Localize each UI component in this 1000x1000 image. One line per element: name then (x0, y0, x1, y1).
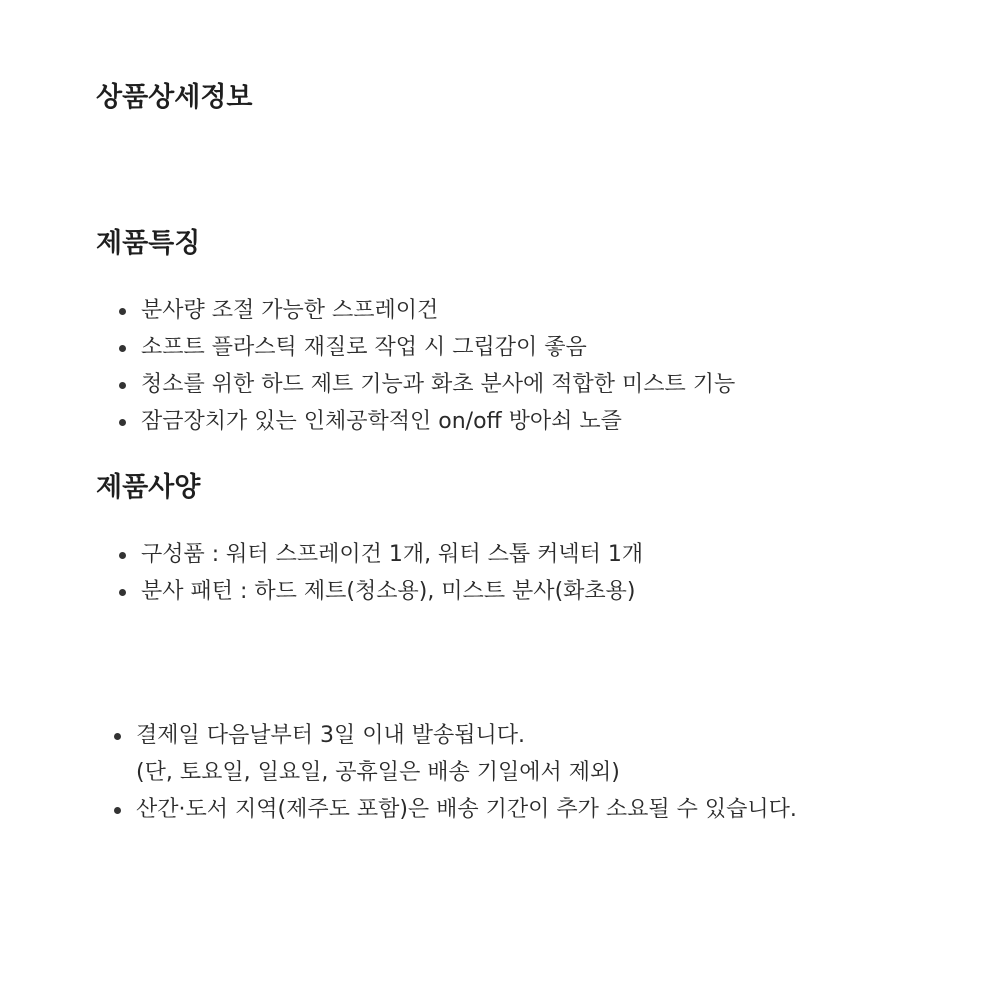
bullet-icon (119, 552, 126, 559)
notice-text: 결제일 다음날부터 3일 이내 발송됩니다. (136, 723, 525, 748)
notice-text: 산간·도서 지역(제주도 포함)은 배송 기간이 추가 소요될 수 있습니다. (136, 797, 797, 822)
spec-text: 구성품 : 워터 스프레이건 1개, 워터 스톱 커넥터 1개 (141, 542, 644, 567)
features-list (141, 292, 735, 440)
bullet-icon (119, 382, 126, 389)
page-title: 상품상세정보 (96, 82, 253, 113)
features-section-title: 제품특징 (96, 228, 201, 259)
spec-text: 분사 패턴 : 하드 제트(청소용), 미스트 분사(화초용) (141, 579, 636, 604)
bullet-icon (119, 419, 126, 426)
bullet-icon (114, 807, 121, 814)
notice-subtext: (단, 토요일, 일요일, 공휴일은 배송 기일에서 제외) (136, 760, 620, 785)
list-item (141, 573, 643, 610)
list-item (136, 717, 797, 791)
specs-section-title: 제품사양 (96, 472, 201, 503)
list-item (141, 292, 735, 329)
feature-text: 소프트 플라스틱 재질로 작업 시 그립감이 좋음 (141, 335, 587, 360)
list-item (141, 366, 735, 403)
feature-text: 잠금장치가 있는 인체공학적인 on/off 방아쇠 노즐 (141, 409, 622, 434)
list-item (136, 791, 797, 828)
list-item (141, 329, 735, 366)
list-item (141, 403, 735, 440)
shipping-notice-list (136, 717, 797, 828)
feature-text: 분사량 조절 가능한 스프레이건 (141, 298, 439, 323)
bullet-icon (119, 345, 126, 352)
specs-list (141, 536, 643, 610)
bullet-icon (119, 589, 126, 596)
feature-text: 청소를 위한 하드 제트 기능과 화초 분사에 적합한 미스트 기능 (141, 372, 736, 397)
list-item (141, 536, 643, 573)
bullet-icon (119, 308, 126, 315)
bullet-icon (114, 733, 121, 740)
